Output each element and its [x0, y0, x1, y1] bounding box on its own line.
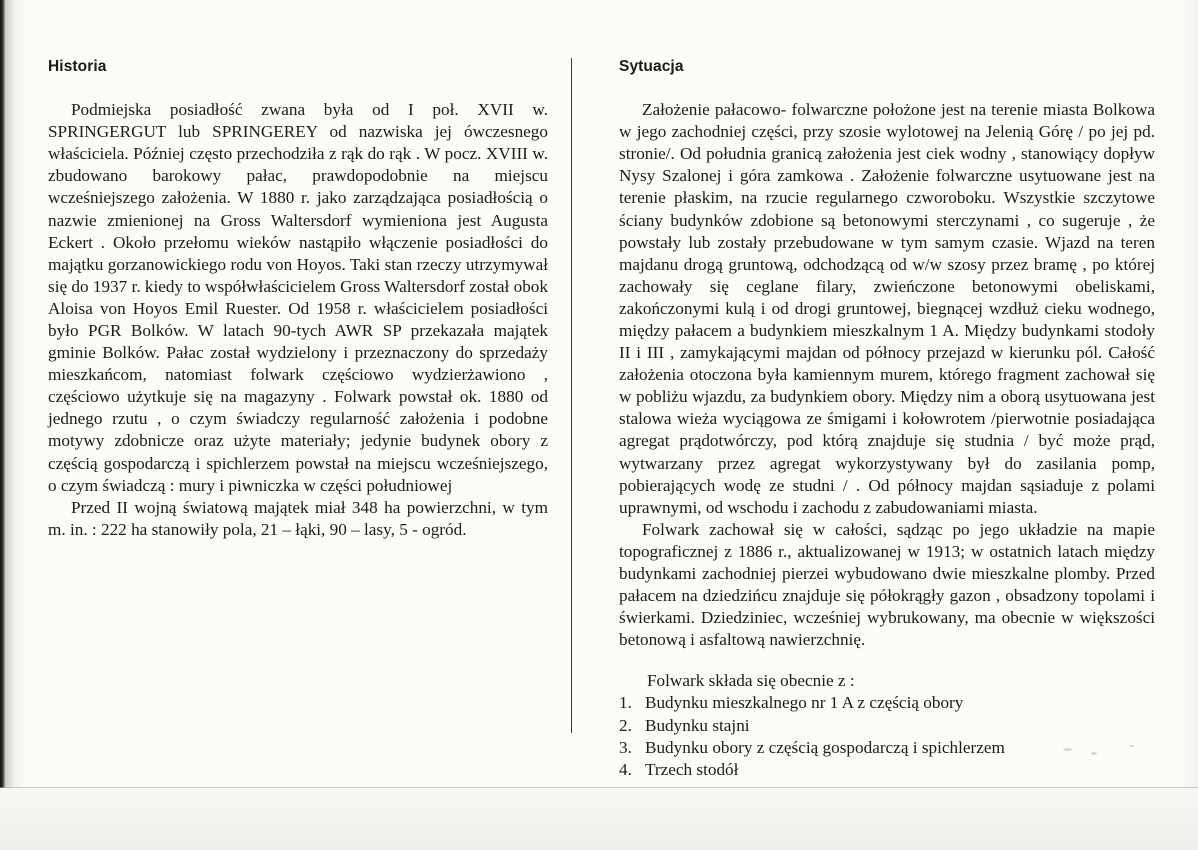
list-item-number: 4.: [619, 759, 632, 779]
right-column: [619, 58, 1155, 781]
scan-gutter-shadow: [5, 0, 27, 850]
list-item-number: 3.: [619, 737, 632, 757]
list-item-number: 2.: [619, 715, 632, 735]
folwark-list-intro: Folwark składa się obecnie z :: [647, 671, 855, 691]
scan-bottom-tone: [0, 788, 1198, 850]
scan-right-edge-tone: [1182, 0, 1198, 850]
list-item: [619, 737, 1155, 759]
left-column-paragraph-1: Podmiejska posiadłość zwana była od I poł. XVII w. SPRINGERGUT lub SPRINGEREY od nazwiska jej ówczesnego właściciela. Później często przechodziła z rąk do rąk . W pocz. XVIII w. zbudowano barokowy pałac, prawdopodobnie na miejscu wcześniejszego założenia. W 1880 r. jako zarządzająca posiadłością o nazwie zmienionej na Gross Waltersdorf wymieniona jest Augusta Eckert . Około przełomu wieków nastąpiło włączenie posiadłości do majątku gorzanowickiego rodu von Hoyos. Taki stan rzeczy utrzymywał się do 1937 r. kiedy to współwłaścicielem Gross Waltersdorf został obok Aloisa von Hoyos Emil Ruester. Od 1958 r. właścicielem posiadłości było PGR Bolków. W latach 90-tych AWR SP przekazała majątek gminie Bolków. Pałac został wydzielony i przeznaczony do sprzedaży mieszkańcom, natomiast folwark częściowo wydzierżawiono , częściowo użytkuje się na magazyny . Folwark powstał ok. 1880 od jednego rzutu , o czym świadczy regularność założenia i podobne motywy zdobnicze oraz użyte materiały; jedynie budynek obory z częścią gospodarczą i spichlerzem powstał na miejscu wcześniejszego, o czym świadczą : mury i piwniczka w części południowej: [48, 100, 548, 495]
list-item-number: 1.: [619, 693, 632, 713]
list-item: [619, 692, 1155, 714]
right-column-paragraph-2: Folwark zachował się w całości, sądząc po jego układzie na mapie topograficznej z 1886 r., aktualizowanej w 1913; w ostatnich latach między budynkami zachodniej pierzei wybudowano dwie mieszkalne plomby. Przed pałacem na dziedzińcu znajduje się półokrągły gazon , obsadzony topolami i świerkami. Dziedziniec, wcześniej wybrukowany, ma obecnie w większości betonową i asfaltową nawierzchnię.: [619, 519, 1155, 650]
list-item-text: Budynku obory z częścią gospodarczą i spichlerzem: [645, 737, 1005, 757]
right-column-heading: Sytuacja: [619, 58, 684, 75]
list-item: [619, 715, 1155, 737]
left-column-paragraph-2: Przed II wojną światową majątek miał 348 ha powierzchni, w tym m. in. : 222 ha stanowiły pola, 21 – łąki, 90 – lasy, 5 - ogród.: [48, 497, 548, 539]
list-item-text: Trzech stodół: [645, 759, 739, 779]
folwark-components-list: [619, 692, 1155, 780]
left-column-heading: Historia: [48, 58, 107, 75]
list-item: [619, 759, 1155, 781]
list-item-text: Budynku stajni: [645, 715, 750, 735]
left-column: [48, 58, 548, 541]
list-item-text: Budynku mieszkalnego nr 1 A z częścią obory: [645, 693, 964, 713]
column-divider-rule: [571, 58, 572, 733]
right-column-paragraph-1: Założenie pałacowo- folwarczne położone jest na terenie miasta Bolkowa w jego zachodniej części, przy szosie wylotowej na Jelenią Górę / po jej pd. stronie/. Od południa granicą założenia jest ciek wodny , stanowiący dopływ Nysy Szalonej i góra zamkowa . Założenie folwarczne usytuowane jest na terenie płaskim, na rzucie regularnego czworoboku. Wszystkie szczytowe ściany budynków zdobione są betonowymi sterczynami , co sugeruje , że powstały lub zostały przebudowane w tym samym czasie. Wjazd na teren majdanu drogą gruntową, odchodzącą od w/w szosy przez bramę , po której zachowały się ceglane filary, zwieńczone betonowymi obeliskami, zakończonymi kulą i od drogi gruntowej, biegnącej wzdłuż cieku wodnego, między pałacem a budynkiem mieszkalnym 1 A. Między budynkami stodoły II i III , zamykającymi majdan od północy przejazd w kierunku pól. Całość założenia otoczona była kamiennym murem, którego fragment zachował się w pobliżu wjazdu, za budynkiem obory. Między nim a oborą usytuowana jest stalowa wieża wyciągowa ze śmigami i kołowrotem /pierwotnie posiadająca agregat prądotwórczy, pod którą znajduje się studnia / być może prąd, wytwarzany przez agregat wykorzystywany był do zasilania pomp, pobierających wodę ze studni / . Od północy majdan sąsiaduje z polami uprawnymi, od wschodu i zachodu z zabudowaniami miasta.: [619, 100, 1155, 517]
